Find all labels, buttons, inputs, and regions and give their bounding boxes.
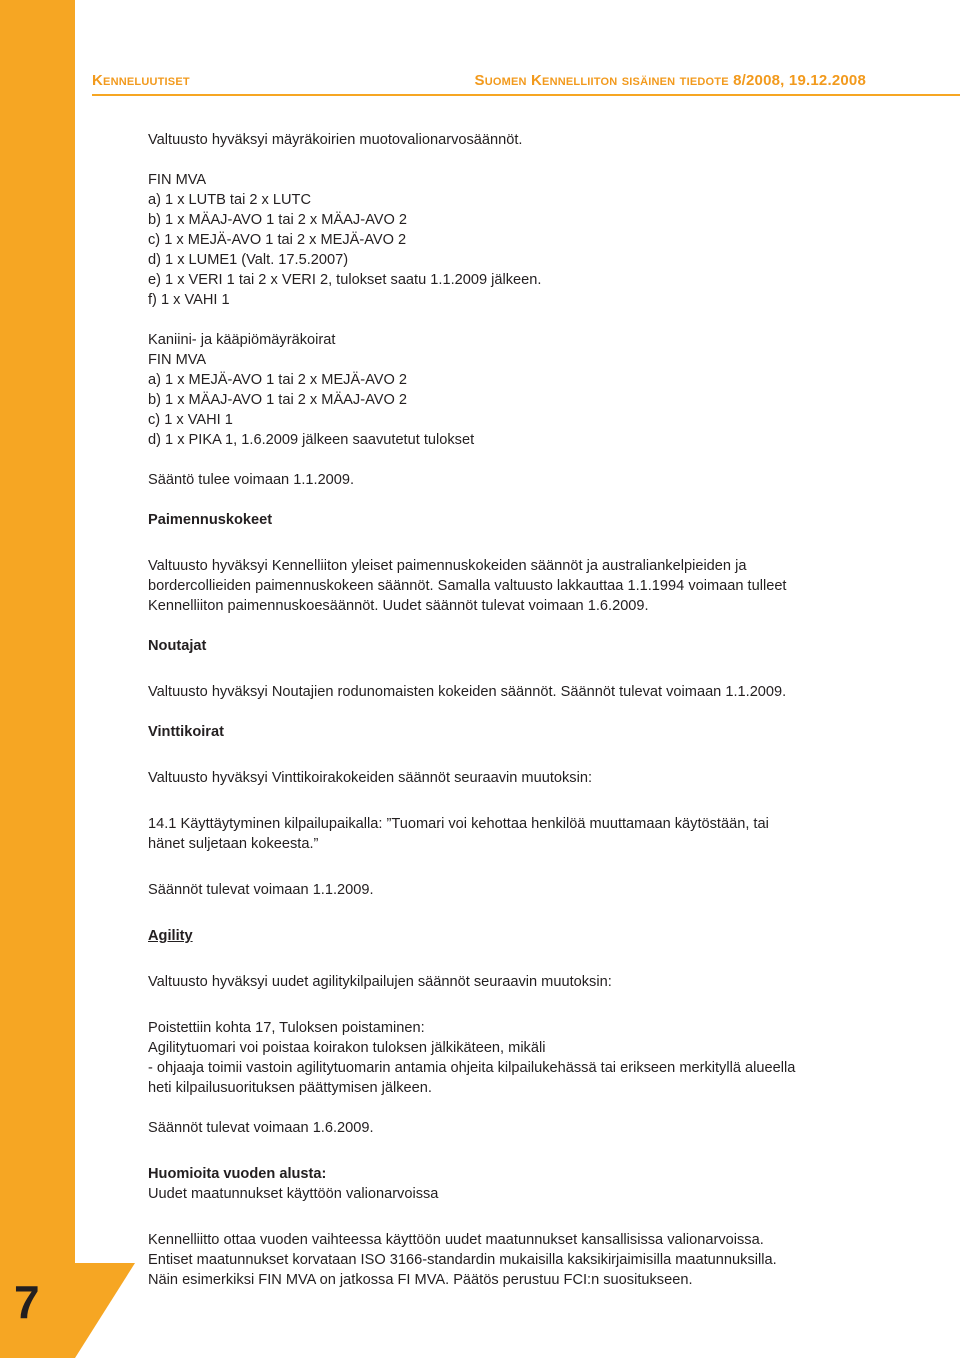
huomioita-text-line: Kennelliitto ottaa vuoden vaihteessa käyttöön uudet maatunnukset kansallisissa valionarvoissa.	[148, 1232, 764, 1248]
list-item: a) 1 x MEJÄ-AVO 1 tai 2 x MEJÄ-AVO 2	[148, 372, 407, 388]
vinttikoirat-heading: Vinttikoirat	[148, 724, 224, 740]
list-item: c) 1 x VAHI 1	[148, 412, 233, 428]
left-accent-stripe	[0, 0, 75, 1263]
agility-change-line: Poistettiin kohta 17, Tuloksen poistaminen:	[148, 1020, 425, 1036]
agility-heading: Agility	[148, 928, 193, 944]
list-item: d) 1 x LUME1 (Valt. 17.5.2007)	[148, 252, 349, 268]
huomioita-subheading: Uudet maatunnukset käyttöön valionarvoissa	[148, 1186, 439, 1202]
list-item: d) 1 x PIKA 1, 1.6.2009 jälkeen saavutetut tulokset	[148, 432, 475, 448]
effective-date: Sääntö tulee voimaan 1.1.2009.	[148, 472, 355, 488]
huomioita-text-line: Entiset maatunnukset korvataan ISO 3166-standardin mukaisilla kaksikirjaimisilla maatunnuksilla.	[148, 1252, 777, 1268]
vinttikoirat-rule-line: hänet suljetaan kokeesta.”	[148, 836, 319, 852]
huomioita-text-line: Näin esimerkiksi FIN MVA on jatkossa FI MVA. Päätös perustuu FCI:n suositukseen.	[148, 1272, 693, 1288]
paimennuskokeet-heading: Paimennuskokeet	[148, 512, 273, 528]
vinttikoirat-intro: Valtuusto hyväksyi Vinttikoirakokeiden säännöt seuraavin muutoksin:	[148, 770, 593, 786]
agility-effective: Säännöt tulevat voimaan 1.6.2009.	[148, 1120, 374, 1136]
agility-intro: Valtuusto hyväksyi uudet agilitykilpailujen säännöt seuraavin muutoksin:	[148, 974, 612, 990]
agility-change-line: Agilitytuomari voi poistaa koirakon tuloksen jälkikäteen, mikäli	[148, 1040, 546, 1056]
fin-mva-label: FIN MVA	[148, 172, 207, 188]
header-divider	[92, 94, 960, 96]
huomioita-heading: Huomioita vuoden alusta:	[148, 1166, 327, 1182]
kaniini-subtitle: Kaniini- ja kääpiömäyräkoirat	[148, 332, 336, 348]
list-item: e) 1 x VERI 1 tai 2 x VERI 2, tulokset saatu 1.1.2009 jälkeen.	[148, 272, 542, 288]
vinttikoirat-rule-line: 14.1 Käyttäytyminen kilpailupaikalla: ”Tuomari voi kehottaa henkilöä muuttamaan käytöstään, tai	[148, 816, 769, 832]
list-item: b) 1 x MÄAJ-AVO 1 tai 2 x MÄAJ-AVO 2	[148, 392, 407, 408]
mayrakoirat-intro: Valtuusto hyväksyi mäyräkoirien muotovalionarvosäännöt.	[148, 132, 523, 148]
agility-change-line: heti kilpailusuorituksen päättymisen jälkeen.	[148, 1080, 432, 1096]
list-item: c) 1 x MEJÄ-AVO 1 tai 2 x MEJÄ-AVO 2	[148, 232, 407, 248]
list-item: b) 1 x MÄAJ-AVO 1 tai 2 x MÄAJ-AVO 2	[148, 212, 407, 228]
paimennus-text-line: bordercollieiden paimennuskokeen säännöt. Samalla valtuusto lakkauttaa 1.1.1994 voimaan tulleet	[148, 578, 787, 594]
header-section-title: Kenneluutiset	[92, 72, 190, 89]
page-number: 7	[14, 1276, 40, 1328]
noutajat-heading: Noutajat	[148, 638, 207, 654]
paimennus-text-line: Kennelliiton paimennuskoesäännöt. Uudet säännöt tulevat voimaan 1.6.2009.	[148, 598, 649, 614]
agility-change-line: - ohjaaja toimii vastoin agilitytuomarin antamia ohjeita kilpailukehässä tai erikseen merkityllä alueella	[148, 1060, 796, 1076]
list-item: f) 1 x VAHI 1	[148, 292, 230, 308]
vinttikoirat-effective: Säännöt tulevat voimaan 1.1.2009.	[148, 882, 374, 898]
paimennus-text-line: Valtuusto hyväksyi Kennelliiton yleiset paimennuskokeiden säännöt ja australiankelpieiden ja	[148, 558, 747, 574]
header-publication-info: Suomen Kennelliiton sisäinen tiedote 8/2008, 19.12.2008	[474, 72, 866, 89]
noutajat-text: Valtuusto hyväksyi Noutajien rodunomaisten kokeiden säännöt. Säännöt tulevat voimaan 1.1.2009.	[148, 684, 787, 700]
fin-mva-label: FIN MVA	[148, 352, 207, 368]
article-body	[148, 130, 868, 1290]
list-item: a) 1 x LUTB tai 2 x LUTC	[148, 192, 312, 208]
